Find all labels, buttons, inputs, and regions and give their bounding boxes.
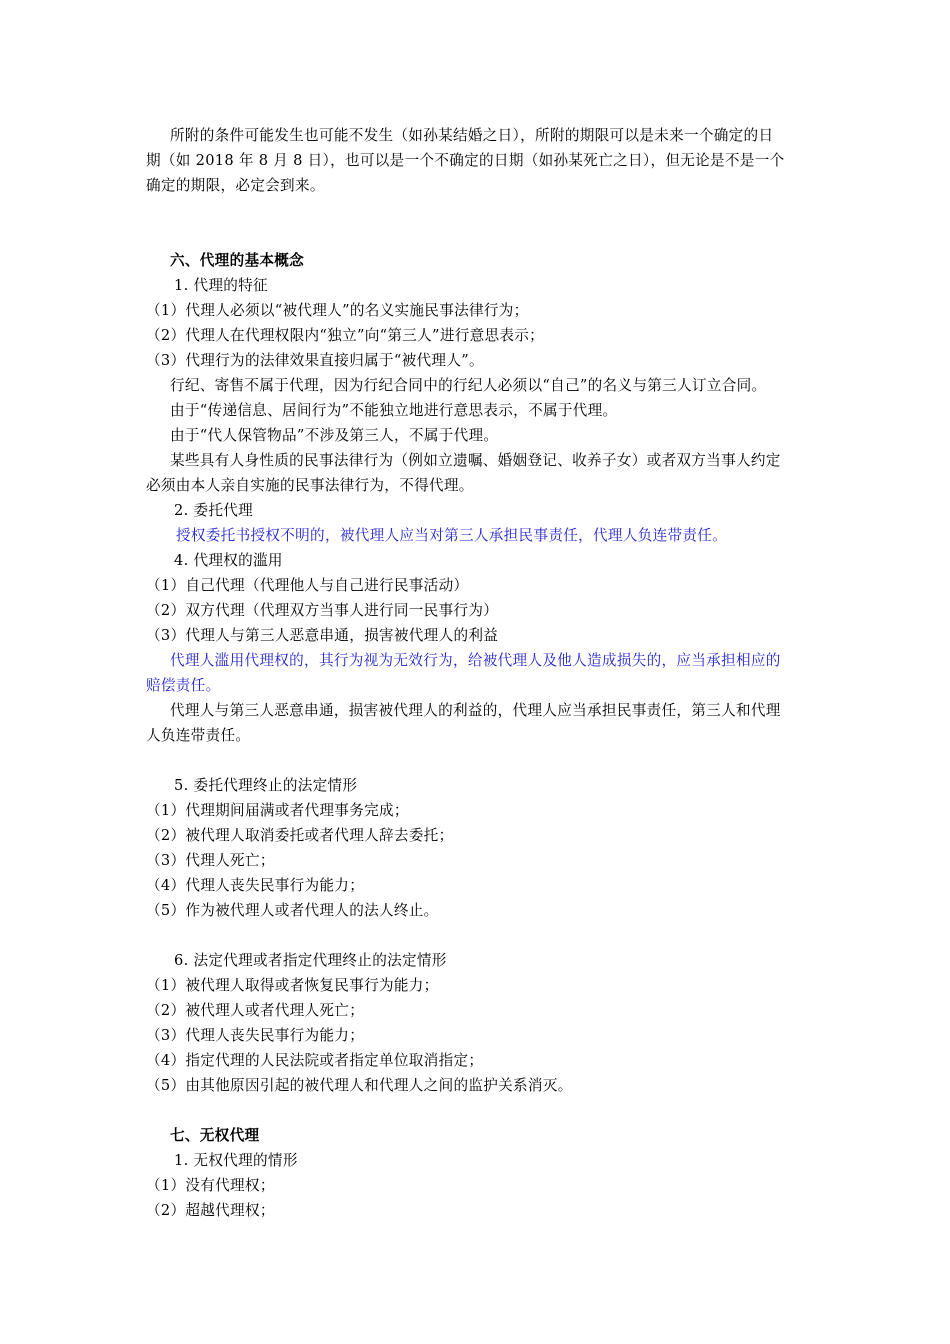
subsection-title: 5. 委托代理终止的法定情形 <box>174 777 358 794</box>
list-item: （1）代理期间届满或者代理事务完成； <box>146 802 409 819</box>
highlight-line: 赔偿责任。 <box>146 677 221 694</box>
list-item: （3）代理人与第三人恶意串通，损害被代理人的利益 <box>146 627 499 644</box>
list-item: （3）代理人丧失民事行为能力； <box>146 1027 365 1044</box>
list-item: （1）自己代理（代理他人与自己进行民事活动） <box>146 577 469 594</box>
subsection-title: 2. 委托代理 <box>174 502 254 519</box>
list-item: （4）指定代理的人民法院或者指定单位取消指定； <box>146 1052 484 1069</box>
subsection-title: 4. 代理权的滥用 <box>174 552 283 569</box>
highlight-line: 授权委托书授权不明的，被代理人应当对第三人承担民事责任，代理人负连带责任。 <box>176 527 728 544</box>
note-line: 代理人与第三人恶意串通，损害被代理人的利益的，代理人应当承担民事责任，第三人和代理 <box>170 702 781 719</box>
note-line: 必须由本人亲自实施的民事法律行为，不得代理。 <box>146 477 474 494</box>
subsection-title: 1. 代理的特征 <box>174 277 268 294</box>
list-item: （3）代理人死亡； <box>146 852 275 869</box>
section-heading: 七、无权代理 <box>170 1127 260 1144</box>
paragraph-line: 所附的条件可能发生也可能不发生（如孙某结婚之日），所附的期限可以是未来一个确定的日 <box>170 127 774 144</box>
note-line: 行纪、寄售不属于代理，因为行纪合同中的行纪人必须以“自己”的名义与第三人订立合同。 <box>170 377 767 394</box>
paragraph-line: 期（如 2018 年 8 月 8 日），也可以是一个不确定的日期（如孙某死亡之日），但无论是不是一个 <box>146 152 785 169</box>
paragraph-line: 确定的期限，必定会到来。 <box>146 177 325 194</box>
list-item: （5）作为被代理人或者代理人的法人终止。 <box>146 902 439 919</box>
list-item: （1）代理人必须以“被代理人”的名义实施民事法律行为； <box>146 302 529 319</box>
note-line: 由于“传递信息、居间行为”不能独立地进行意思表示，不属于代理。 <box>170 402 618 419</box>
list-item: （4）代理人丧失民事行为能力； <box>146 877 365 894</box>
list-item: （2）被代理人取消委托或者代理人辞去委托； <box>146 827 454 844</box>
list-item: （2）超越代理权； <box>146 1202 275 1219</box>
section-heading: 六、代理的基本概念 <box>170 252 305 269</box>
list-item: （2）代理人在代理权限内“独立”向“第三人”进行意思表示； <box>146 327 545 344</box>
note-line: 某些具有人身性质的民事法律行为（例如立遗嘱、婚姻登记、收养子女）或者双方当事人约定 <box>170 452 781 469</box>
list-item: （1）没有代理权； <box>146 1177 275 1194</box>
note-line: 由于“代人保管物品”不涉及第三人，不属于代理。 <box>170 427 499 444</box>
list-item: （2）被代理人或者代理人死亡； <box>146 1002 365 1019</box>
subsection-title: 6. 法定代理或者指定代理终止的法定情形 <box>174 952 447 969</box>
list-item: （3）代理行为的法律效果直接归属于“被代理人”。 <box>146 352 484 369</box>
list-item: （2）双方代理（代理双方当事人进行同一民事行为） <box>146 602 499 619</box>
list-item: （5）由其他原因引起的被代理人和代理人之间的监护关系消灭。 <box>146 1077 573 1094</box>
highlight-line: 代理人滥用代理权的，其行为视为无效行为，给被代理人及他人造成损失的，应当承担相应的 <box>170 652 781 669</box>
subsection-title: 1. 无权代理的情形 <box>174 1152 298 1169</box>
note-line: 人负连带责任。 <box>146 727 251 744</box>
list-item: （1）被代理人取得或者恢复民事行为能力； <box>146 977 439 994</box>
